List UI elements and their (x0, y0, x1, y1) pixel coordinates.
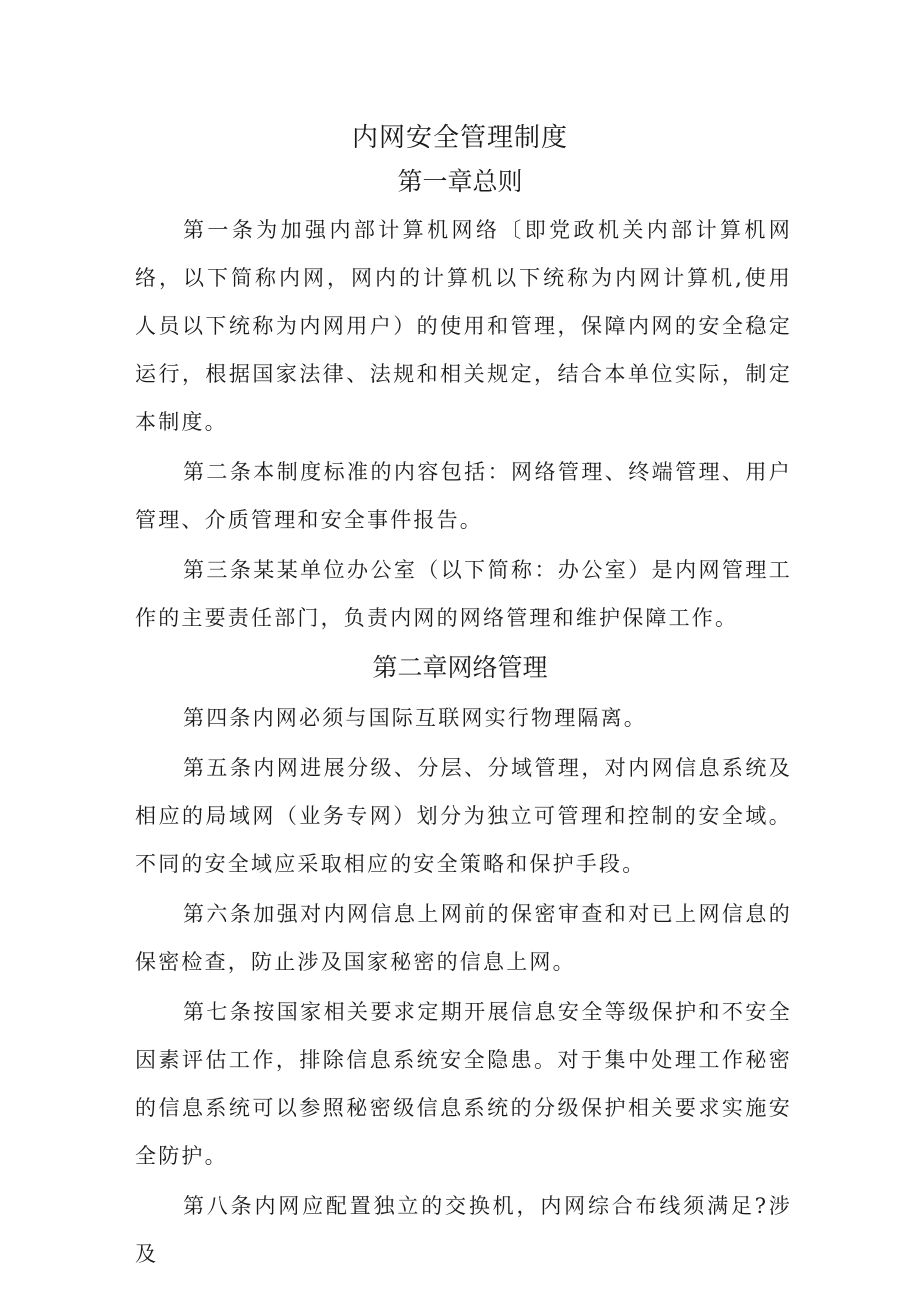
article-2: 第二条本制度标准的内容包括：网络管理、终端管理、用户管理、介质管理和安全事件报告。 (135, 460, 792, 532)
article-7: 第七条按国家相关要求定期开展信息安全等级保护和不安全因素评估工作，排除信息系统安全隐患。对于集中处理工作秘密的信息系统可以参照秘密级信息系统的分级保护相关要求实施安全防护。 (135, 1000, 792, 1168)
article-1: 第一条为加强内部计算机网络〔即党政机关内部计算机网络，以下简称内网，网内的计算机以下统称为内网计算机,使用人员以下统称为内网用户）的使用和管理，保障内网的安全稳定运行，根据国家法律、法规和相关规定，结合本单位实际，制定本制度。 (135, 218, 792, 434)
article-5: 第五条内网进展分级、分层、分域管理，对内网信息系统及相应的局域网（业务专网）划分为独立可管理和控制的安全域。不同的安全域应采取相应的安全策略和保护手段。 (135, 756, 792, 876)
article-6: 第六条加强对内网信息上网前的保密审查和对已上网信息的保密检查，防止涉及国家秘密的信息上网。 (135, 902, 792, 974)
article-4: 第四条内网必须与国际互联网实行物理隔离。 (183, 706, 647, 730)
document-title: 内网安全管理制度 (351, 123, 568, 153)
article-8: 第八条内网应配置独立的交换机，内网综合布线须满足?涉及 (135, 1194, 792, 1266)
chapter-1-heading: 第一章总则 (397, 167, 523, 196)
article-3: 第三条某某单位办公室（以下简称：办公室）是内网管理工作的主要责任部门，负责内网的网络管理和维护保障工作。 (135, 558, 792, 630)
chapter-2-heading: 第二章网络管理 (372, 653, 548, 682)
